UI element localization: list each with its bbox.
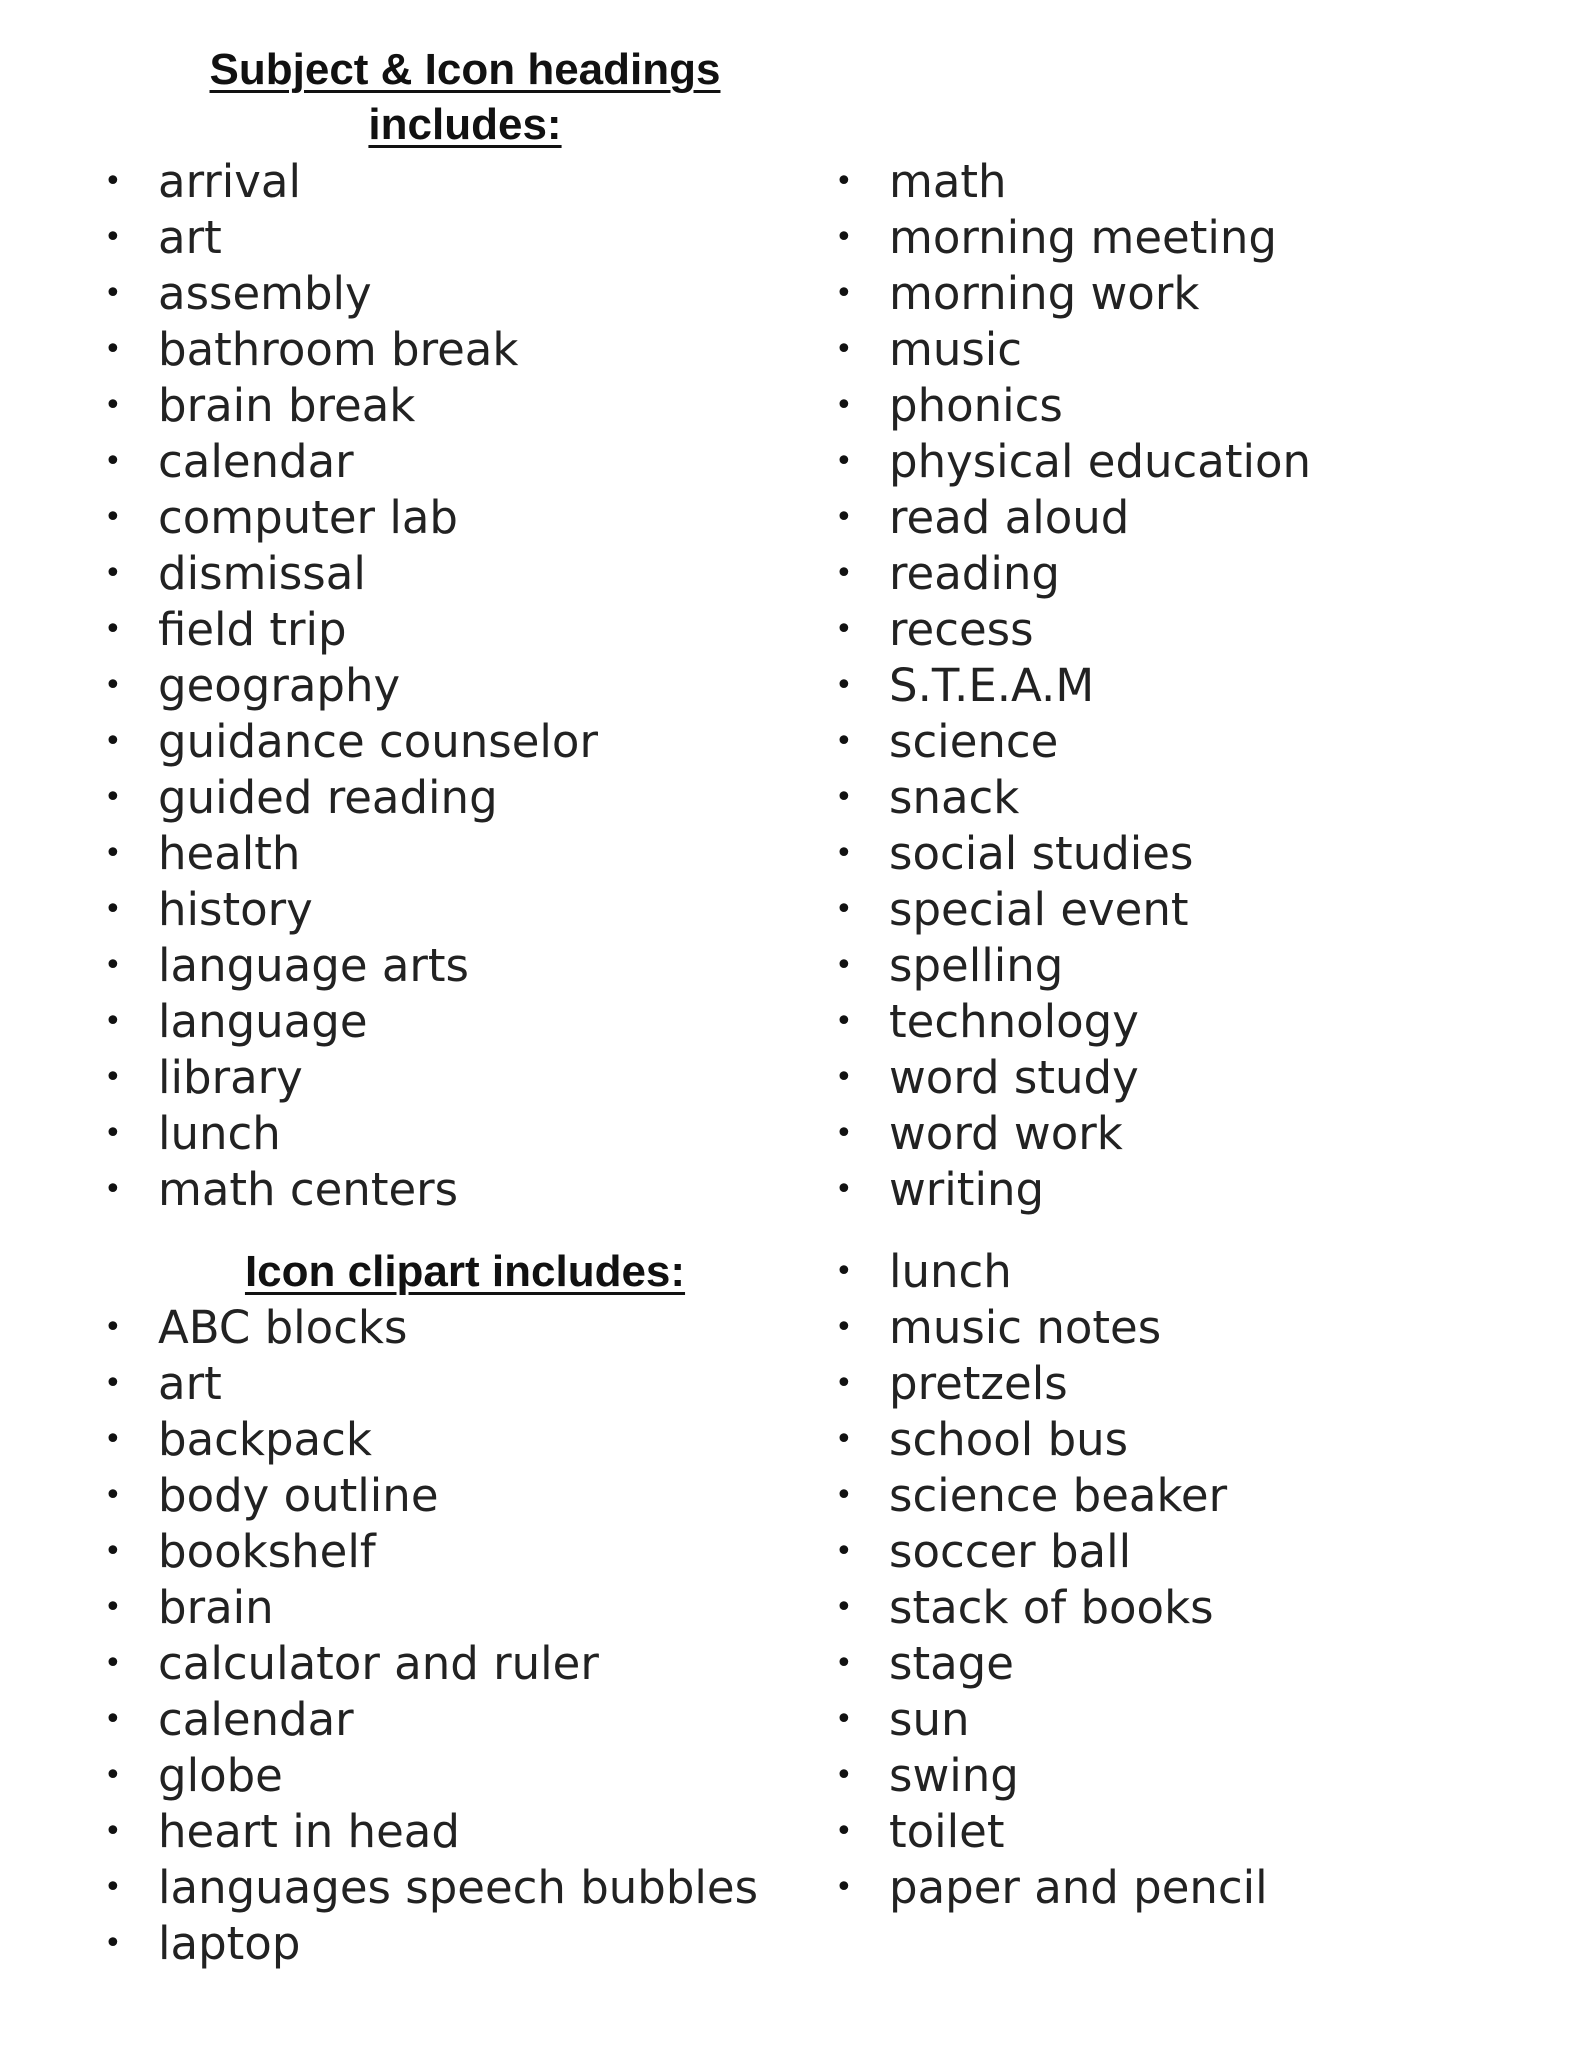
list-item: [104, 378, 598, 434]
bullet-icon: •: [835, 1814, 853, 1849]
list-item: [104, 490, 598, 546]
list-item-label: music: [889, 323, 1023, 376]
list-item-label: toilet: [889, 1805, 1005, 1858]
bullet-icon: •: [104, 668, 122, 703]
bullet-icon: •: [835, 612, 853, 647]
list-item-label: calendar: [158, 1693, 354, 1746]
list-item: [104, 1804, 758, 1860]
list-item-label: science: [889, 715, 1059, 768]
subject-icon-headings-title: Subject & Icon headings includes:: [209, 45, 721, 149]
list-item: [835, 658, 1311, 714]
list-item: [835, 1468, 1268, 1524]
list-item: [835, 938, 1311, 994]
bullet-icon: •: [104, 1646, 122, 1681]
bullet-icon: •: [835, 1422, 853, 1457]
list-item-label: library: [158, 1051, 303, 1104]
subject-headings-list-right: [835, 154, 1311, 1218]
list-item: [835, 882, 1311, 938]
list-item-label: stack of books: [889, 1581, 1214, 1634]
list-item: [835, 1524, 1268, 1580]
bullet-icon: •: [104, 332, 122, 367]
bullet-icon: •: [835, 1646, 853, 1681]
bullet-icon: •: [835, 1116, 853, 1151]
list-item: [104, 434, 598, 490]
bullet-icon: •: [835, 276, 853, 311]
list-item-label: paper and pencil: [889, 1861, 1268, 1914]
list-item: [104, 546, 598, 602]
bullet-icon: •: [835, 1758, 853, 1793]
list-item: [104, 602, 598, 658]
list-item: [835, 546, 1311, 602]
bullet-icon: •: [104, 612, 122, 647]
list-item: [104, 1916, 758, 1972]
list-item: [104, 154, 598, 210]
list-item: [835, 434, 1311, 490]
list-item: [104, 1692, 758, 1748]
list-item-label: school bus: [889, 1413, 1129, 1466]
list-item: [104, 1468, 758, 1524]
bullet-icon: •: [835, 556, 853, 591]
list-item-label: music notes: [889, 1301, 1162, 1354]
list-item: [104, 1748, 758, 1804]
list-item: [835, 826, 1311, 882]
list-item: [835, 1636, 1268, 1692]
bullet-icon: •: [104, 1004, 122, 1039]
list-item-label: history: [158, 883, 313, 936]
list-item: [835, 602, 1311, 658]
list-item-label: recess: [889, 603, 1034, 656]
bullet-icon: •: [104, 1478, 122, 1513]
list-item: [835, 322, 1311, 378]
list-item-label: backpack: [158, 1413, 372, 1466]
list-item: [835, 154, 1311, 210]
bullet-icon: •: [835, 892, 853, 927]
bullet-icon: •: [835, 1702, 853, 1737]
bullet-icon: •: [104, 1422, 122, 1457]
list-item-label: globe: [158, 1749, 283, 1802]
bullet-icon: •: [104, 500, 122, 535]
bullet-icon: •: [835, 1534, 853, 1569]
list-item-label: read aloud: [889, 491, 1130, 544]
bullet-icon: •: [835, 1366, 853, 1401]
list-item-label: assembly: [158, 267, 372, 320]
list-item-label: math: [889, 155, 1007, 208]
list-item-label: geography: [158, 659, 401, 712]
subject-headings-list-left: [104, 154, 598, 1218]
list-item: [104, 1356, 758, 1412]
bullet-icon: •: [835, 724, 853, 759]
list-item-label: calculator and ruler: [158, 1637, 599, 1690]
bullet-icon: •: [104, 1758, 122, 1793]
list-item-label: writing: [889, 1163, 1045, 1216]
list-item-label: phonics: [889, 379, 1063, 432]
bullet-icon: •: [835, 1590, 853, 1625]
list-item: [835, 210, 1311, 266]
bullet-icon: •: [835, 1172, 853, 1207]
list-item: [835, 770, 1311, 826]
bullet-icon: •: [104, 1116, 122, 1151]
bullet-icon: •: [104, 220, 122, 255]
bullet-icon: •: [104, 836, 122, 871]
list-item-label: dismissal: [158, 547, 366, 600]
bullet-icon: •: [835, 668, 853, 703]
list-item: [104, 994, 598, 1050]
bullet-icon: •: [104, 1060, 122, 1095]
list-item: [835, 1580, 1268, 1636]
list-item: [835, 1356, 1268, 1412]
list-item: [104, 322, 598, 378]
list-item-label: brain break: [158, 379, 416, 432]
list-item: [835, 266, 1311, 322]
bullet-icon: •: [104, 1926, 122, 1961]
bullet-icon: •: [104, 1870, 122, 1905]
list-item-label: bookshelf: [158, 1525, 376, 1578]
bullet-icon: •: [104, 164, 122, 199]
list-item-label: computer lab: [158, 491, 458, 544]
list-item: [104, 1580, 758, 1636]
list-item-label: social studies: [889, 827, 1194, 880]
bullet-icon: •: [104, 1366, 122, 1401]
list-item-label: lunch: [158, 1107, 281, 1160]
list-item: [104, 1412, 758, 1468]
list-item-label: S.T.E.A.M: [889, 659, 1095, 712]
list-item-label: technology: [889, 995, 1139, 1048]
list-item-label: special event: [889, 883, 1189, 936]
list-item-label: art: [158, 211, 222, 264]
list-item: [104, 210, 598, 266]
bullet-icon: •: [835, 332, 853, 367]
list-item: [104, 882, 598, 938]
bullet-icon: •: [835, 1310, 853, 1345]
bullet-icon: •: [835, 164, 853, 199]
bullet-icon: •: [104, 444, 122, 479]
bullet-icon: •: [104, 276, 122, 311]
bullet-icon: •: [835, 948, 853, 983]
list-item: [835, 1106, 1311, 1162]
list-item-label: ABC blocks: [158, 1301, 408, 1354]
bullet-icon: •: [835, 444, 853, 479]
list-item: [835, 1050, 1311, 1106]
list-item: [835, 1300, 1268, 1356]
list-item: [835, 1860, 1268, 1916]
list-item-label: swing: [889, 1749, 1019, 1802]
list-item-label: spelling: [889, 939, 1064, 992]
list-item-label: guidance counselor: [158, 715, 598, 768]
icon-clipart-title: Icon clipart includes:: [244, 1247, 686, 1296]
list-item-label: word work: [889, 1107, 1123, 1160]
list-item: [104, 714, 598, 770]
list-item-label: math centers: [158, 1163, 459, 1216]
bullet-icon: •: [835, 500, 853, 535]
list-item-label: languages speech bubbles: [158, 1861, 759, 1914]
bullet-icon: •: [104, 1172, 122, 1207]
bullet-icon: •: [835, 220, 853, 255]
list-item: [104, 770, 598, 826]
list-item: [835, 1244, 1268, 1300]
list-item: [104, 1050, 598, 1106]
list-item-label: body outline: [158, 1469, 439, 1522]
bullet-icon: •: [104, 388, 122, 423]
list-item-label: physical education: [889, 435, 1312, 488]
list-item-label: art: [158, 1357, 222, 1410]
bullet-icon: •: [104, 948, 122, 983]
list-item: [835, 1412, 1268, 1468]
bullet-icon: •: [835, 1004, 853, 1039]
list-item-label: science beaker: [889, 1469, 1228, 1522]
list-item: [104, 1860, 758, 1916]
icon-clipart-list-right: [835, 1244, 1268, 1916]
list-item-label: arrival: [158, 155, 301, 208]
list-item-label: laptop: [158, 1917, 301, 1970]
list-item: [104, 1300, 758, 1356]
list-item-label: language: [158, 995, 368, 1048]
bullet-icon: •: [104, 724, 122, 759]
list-item: [104, 1636, 758, 1692]
bullet-icon: •: [835, 1254, 853, 1289]
list-item: [104, 266, 598, 322]
list-item-label: guided reading: [158, 771, 498, 824]
bullet-icon: •: [104, 1702, 122, 1737]
list-item: [835, 1804, 1268, 1860]
list-item: [835, 378, 1311, 434]
list-item-label: sun: [889, 1693, 970, 1746]
bullet-icon: •: [835, 1870, 853, 1905]
list-item-label: language arts: [158, 939, 469, 992]
list-item: [835, 490, 1311, 546]
bullet-icon: •: [835, 836, 853, 871]
list-item-label: pretzels: [889, 1357, 1068, 1410]
list-item-label: calendar: [158, 435, 354, 488]
list-item: [835, 994, 1311, 1050]
list-item: [104, 826, 598, 882]
list-item-label: bathroom break: [158, 323, 519, 376]
list-item: [835, 1162, 1311, 1218]
bullet-icon: •: [104, 1814, 122, 1849]
list-item-label: reading: [889, 547, 1060, 600]
list-item-label: field trip: [158, 603, 347, 656]
bullet-icon: •: [835, 1060, 853, 1095]
bullet-icon: •: [835, 388, 853, 423]
icon-clipart-list-left: [104, 1300, 758, 1972]
list-item-label: stage: [889, 1637, 1014, 1690]
bullet-icon: •: [104, 1534, 122, 1569]
bullet-icon: •: [104, 780, 122, 815]
list-item-label: brain: [158, 1581, 274, 1634]
list-item-label: soccer ball: [889, 1525, 1132, 1578]
bullet-icon: •: [835, 780, 853, 815]
list-item: [835, 1692, 1268, 1748]
list-item: [835, 714, 1311, 770]
list-item-label: heart in head: [158, 1805, 460, 1858]
list-item: [104, 1524, 758, 1580]
bullet-icon: •: [104, 1310, 122, 1345]
list-item: [835, 1748, 1268, 1804]
bullet-icon: •: [104, 556, 122, 591]
list-item-label: morning meeting: [889, 211, 1277, 264]
list-item: [104, 1162, 598, 1218]
bullet-icon: •: [104, 1590, 122, 1625]
list-item: [104, 938, 598, 994]
list-item: [104, 1106, 598, 1162]
list-item: [104, 658, 598, 714]
bullet-icon: •: [104, 892, 122, 927]
list-item-label: word study: [889, 1051, 1139, 1104]
bullet-icon: •: [835, 1478, 853, 1513]
list-item-label: morning work: [889, 267, 1200, 320]
list-item-label: lunch: [889, 1245, 1012, 1298]
list-item-label: snack: [889, 771, 1020, 824]
list-item-label: health: [158, 827, 301, 880]
